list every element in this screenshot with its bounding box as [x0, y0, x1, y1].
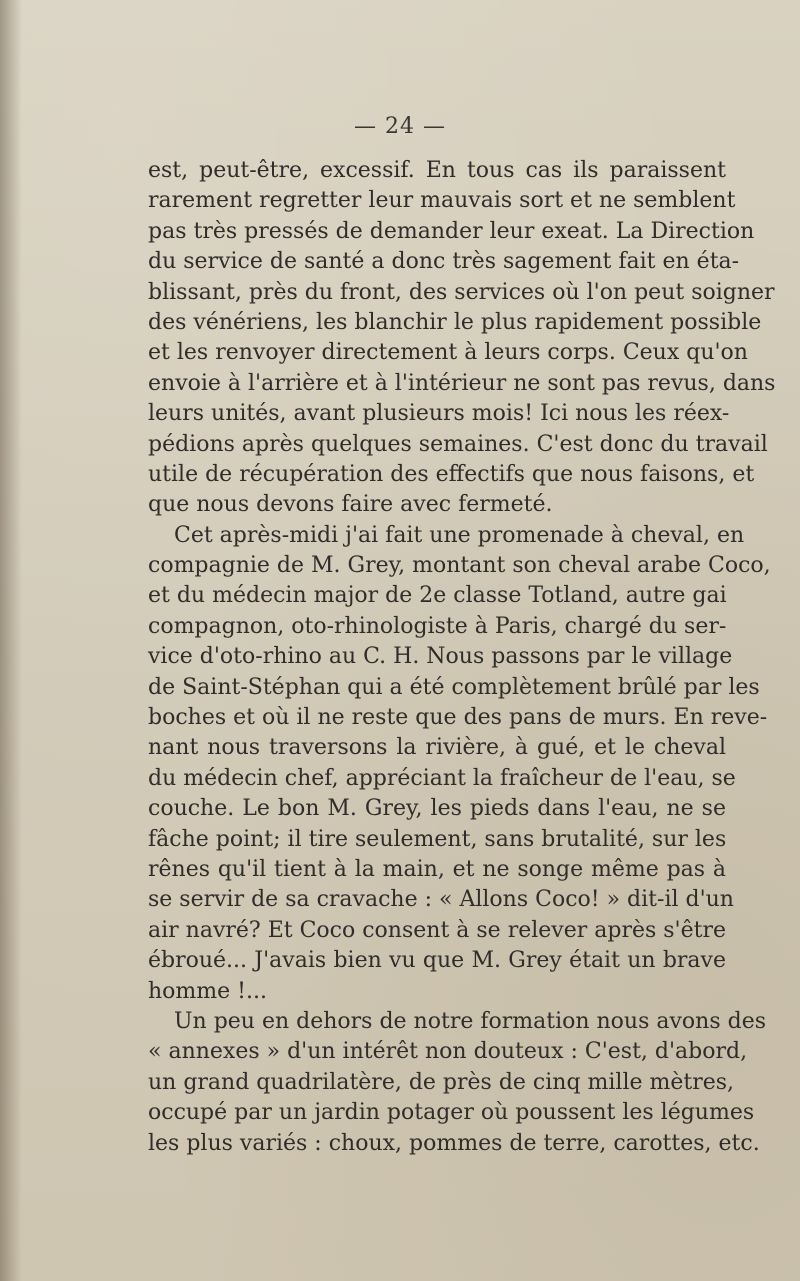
text-line: des vénériens, les blanchir le plus rapidement possible — [148, 309, 762, 335]
text-line: compagnon, oto-rhinologiste à Paris, chargé du ser- — [148, 613, 727, 639]
text-line: air navré? Et Coco consent à se relever après s'être — [148, 917, 726, 943]
text-line: les plus variés : choux, pommes de terre, carottes, etc. — [148, 1130, 760, 1156]
page-number: — 24 — — [354, 114, 446, 139]
text-line: rarement regretter leur mauvais sort et ne semblent — [148, 188, 736, 214]
text-line: de Saint-Stéphan qui a été complètement brûlé par les — [148, 674, 760, 700]
text-line: Cet après-midi j'ai fait une promenade à cheval, en — [174, 522, 745, 548]
paragraph-1 — [148, 156, 776, 521]
text-line: Un peu en dehors de notre formation nous avons des — [174, 1008, 767, 1034]
text-line: envoie à l'arrière et à l'intérieur ne sont pas revus, dans — [148, 370, 776, 396]
text-line: blissant, près du front, des services où l'on peut soigner — [148, 279, 775, 305]
text-line: rênes qu'il tient à la main, et ne songe même pas à — [148, 856, 726, 882]
paragraph-2 — [148, 521, 771, 1007]
text-line: compagnie de M. Grey, montant son cheval arabe Coco, — [148, 553, 771, 579]
text-line: du médecin chef, appréciant la fraîcheur de l'eau, se — [148, 765, 736, 791]
text-line: se servir de sa cravache : « Allons Coco! » dit-il d'un — [148, 887, 734, 913]
text-line: ébroué... J'avais bien vu que M. Grey était un brave — [148, 948, 726, 974]
text-line: du service de santé a donc très sagement fait en éta- — [148, 249, 740, 275]
text-line: est, peut-être, excessif. En tous cas ils paraissent — [148, 158, 726, 183]
text-line: boches et où il ne reste que des pans de murs. En reve- — [148, 705, 768, 731]
text-line: et du médecin major de 2e classe Totland, autre gai — [148, 583, 727, 609]
text-line: pédions après quelques semaines. C'est donc du travail — [148, 431, 768, 457]
text-line: pas très pressés de demander leur exeat. La Direction — [148, 218, 755, 244]
text-line: « annexes » d'un intérêt non douteux : C'est, d'abord, — [148, 1039, 748, 1065]
text-line: et les renvoyer directement à leurs corps. Ceux qu'on — [148, 340, 748, 366]
text-line: vice d'oto-rhino au C. H. Nous passons par le village — [148, 644, 733, 670]
text-line: un grand quadrilatère, de près de cinq mille mètres, — [148, 1069, 735, 1095]
text-line: homme !... — [148, 978, 267, 1004]
text-line: nant nous traversons la rivière, à gué, et le cheval — [148, 735, 726, 761]
text-line: occupé par un jardin potager où poussent les légumes — [148, 1100, 755, 1126]
text-line: leurs unités, avant plusieurs mois! Ici nous les réex- — [148, 401, 730, 427]
paragraph-3 — [148, 1007, 767, 1159]
text-line: utile de récupération des effectifs que nous faisons, et — [148, 461, 755, 487]
text-line: couche. Le bon M. Grey, les pieds dans l'eau, ne se — [148, 796, 726, 822]
body-text — [148, 156, 776, 1159]
text-line: fâche point; il tire seulement, sans brutalité, sur les — [148, 826, 727, 852]
text-line: que nous devons faire avec fermeté. — [148, 492, 553, 518]
